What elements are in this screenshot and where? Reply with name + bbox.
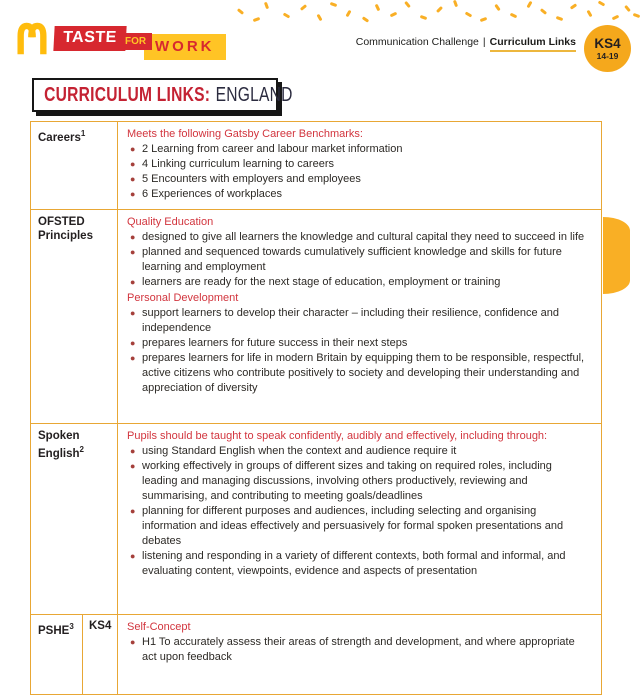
confetti-dash xyxy=(300,4,307,11)
confetti-dash xyxy=(624,5,631,12)
bullet-item xyxy=(127,549,587,579)
row-content-pshe xyxy=(118,615,601,694)
logo-word-for: FOR xyxy=(119,33,152,50)
row-content-careers xyxy=(118,122,601,209)
confetti-dash xyxy=(526,1,532,9)
bullet-icon: ● xyxy=(130,353,136,363)
bullet-list xyxy=(127,306,587,396)
confetti-dash xyxy=(375,4,381,12)
confetti-dash xyxy=(480,17,488,22)
confetti-dash xyxy=(316,14,322,22)
row-header-spoken-english: Spoken English$^2$ xyxy=(31,424,118,614)
bullet-item xyxy=(127,635,587,665)
bullet-list xyxy=(127,142,587,202)
badge-stage: KS4 xyxy=(594,35,621,51)
confetti-dash xyxy=(420,15,428,20)
bullet-list xyxy=(127,635,587,665)
bullet-item xyxy=(127,142,587,157)
bullet-text: designed to give all learners the knowledge and cultural capital they need to succeed in life xyxy=(142,231,585,243)
bullet-item xyxy=(127,275,587,290)
confetti-dash xyxy=(362,16,369,22)
confetti-dash xyxy=(253,17,261,22)
section-lead: Pupils should be taught to speak confidently, audibly and effectively, including through: xyxy=(127,430,548,442)
row-header-ofsted: OFSTED Principles xyxy=(31,210,118,423)
confetti-dash xyxy=(436,6,443,13)
badge-ages: 14-19 xyxy=(596,50,619,61)
table-row-spoken-english xyxy=(31,423,601,614)
bullet-text: 5 Encounters with employers and employees xyxy=(142,173,361,185)
bullet-text: planning for different purposes and audiences, including selecting and organising information and ideas effectively and persuasively for formal spoken presentations and debates xyxy=(142,505,564,547)
confetti-dash xyxy=(264,2,269,10)
confetti-dash xyxy=(556,16,564,21)
bullet-icon: ● xyxy=(130,174,136,184)
bullet-list xyxy=(127,230,587,290)
confetti-dash xyxy=(390,12,398,18)
table-row-pshe xyxy=(31,614,601,694)
row-content-ofsted xyxy=(118,210,601,423)
bullet-icon: ● xyxy=(130,232,136,242)
table-row-ofsted xyxy=(31,209,601,423)
bullet-icon: ● xyxy=(130,308,136,318)
bullet-item xyxy=(127,306,587,336)
bullet-item xyxy=(127,336,587,351)
bullet-icon: ● xyxy=(130,551,136,561)
section-lead: Meets the following Gatsby Career Benchmarks: xyxy=(127,128,363,140)
half-circle-decoration xyxy=(603,217,630,294)
bullet-icon: ● xyxy=(130,446,136,456)
bullet-item xyxy=(127,172,587,187)
bullet-icon: ● xyxy=(130,338,136,348)
confetti-dash xyxy=(598,0,606,6)
bullet-text: prepares learners for life in modern Britain by equipping them to be responsible, respectful, active citizens who contribute positively to society and developing their understanding and appreciation of diversity xyxy=(142,352,585,394)
bullet-text: 4 Linking curriculum learning to careers xyxy=(142,158,334,170)
curriculum-table xyxy=(30,121,602,695)
bullet-text: 2 Learning from career and labour market information xyxy=(142,143,403,155)
confetti-dash xyxy=(404,1,411,8)
bullet-icon: ● xyxy=(130,506,136,516)
confetti-dash xyxy=(586,10,592,18)
bullet-item xyxy=(127,245,587,275)
bullet-icon: ● xyxy=(130,144,136,154)
bullet-item xyxy=(127,187,587,202)
confetti-dash xyxy=(510,13,518,19)
bullet-item xyxy=(127,444,587,459)
row-content-spoken-english xyxy=(118,424,601,614)
bullet-item xyxy=(127,504,587,549)
bullet-icon: ● xyxy=(130,247,136,257)
bullet-text: H1 To accurately assess their areas of strength and development, and where appropriate act upon feedback xyxy=(142,636,575,663)
logo-word-work: WORK xyxy=(144,34,226,60)
bullet-icon: ● xyxy=(130,159,136,169)
breadcrumb xyxy=(356,36,576,52)
bullet-text: working effectively in groups of different sizes and taking on required roles, including leading and managing discussions, involving others productively, reviewing and summarising, and contributing to meeting goals/deadlines xyxy=(142,460,552,502)
bullet-text: support learners to develop their character – including their resilience, confidence and independence xyxy=(142,307,560,334)
confetti-dash xyxy=(465,11,473,17)
section-lead: Quality Education xyxy=(127,216,214,228)
confetti-dash xyxy=(283,12,291,18)
bullet-text: using Standard English when the context and audience require it xyxy=(142,445,457,457)
breadcrumb-context: Communication Challenge xyxy=(355,36,479,48)
confetti-dash xyxy=(612,15,620,21)
key-stage-badge xyxy=(584,25,631,72)
row-header-pshe: PSHE$^3$ xyxy=(31,615,83,694)
confetti-dash xyxy=(453,0,458,7)
bullet-text: learners are ready for the next stage of education, employment or training xyxy=(142,276,501,288)
bullet-icon: ● xyxy=(130,277,136,287)
bullet-item xyxy=(127,157,587,172)
confetti-dash xyxy=(237,8,244,15)
confetti-dash xyxy=(494,4,500,11)
table-row-careers xyxy=(31,122,601,209)
bullet-text: 6 Experiences of workplaces xyxy=(142,188,283,200)
mcdonalds-arches-icon xyxy=(15,20,49,61)
breadcrumb-separator: | xyxy=(482,36,486,48)
confetti-dash xyxy=(540,8,547,15)
confetti-dash xyxy=(345,10,351,18)
breadcrumb-current-link[interactable]: Curriculum Links xyxy=(490,36,576,52)
bullet-icon: ● xyxy=(130,189,136,199)
bullet-item xyxy=(127,459,587,504)
bullet-text: listening and responding in a variety of different contexts, both formal and informal, and evaluating content, viewpoints, evidence and aspects of presentation xyxy=(142,550,566,577)
page-title xyxy=(32,78,293,112)
page-title-label: CURRICULUM LINKS: xyxy=(44,83,211,106)
bullet-list xyxy=(127,444,587,579)
bullet-text: planned and sequenced towards cumulatively sufficient knowledge and skills for future learning and employment xyxy=(142,246,562,273)
confetti-dash xyxy=(330,2,338,7)
bullet-item xyxy=(127,230,587,245)
bullet-icon: ● xyxy=(130,637,136,647)
bullet-text: prepares learners for future success in their next steps xyxy=(142,337,408,349)
confetti-dash xyxy=(633,13,640,18)
logo-word-taste: TASTE xyxy=(53,26,126,51)
section-lead: Self-Concept xyxy=(127,621,191,633)
row-subheader-ks4: KS4 xyxy=(83,615,118,694)
bullet-icon: ● xyxy=(130,461,136,471)
section-lead: Personal Development xyxy=(127,292,239,304)
row-header-careers: Careers$^1$ xyxy=(31,122,118,209)
page-title-region: ENGLAND xyxy=(215,83,293,106)
bullet-item xyxy=(127,351,587,396)
confetti-dash xyxy=(570,3,577,9)
